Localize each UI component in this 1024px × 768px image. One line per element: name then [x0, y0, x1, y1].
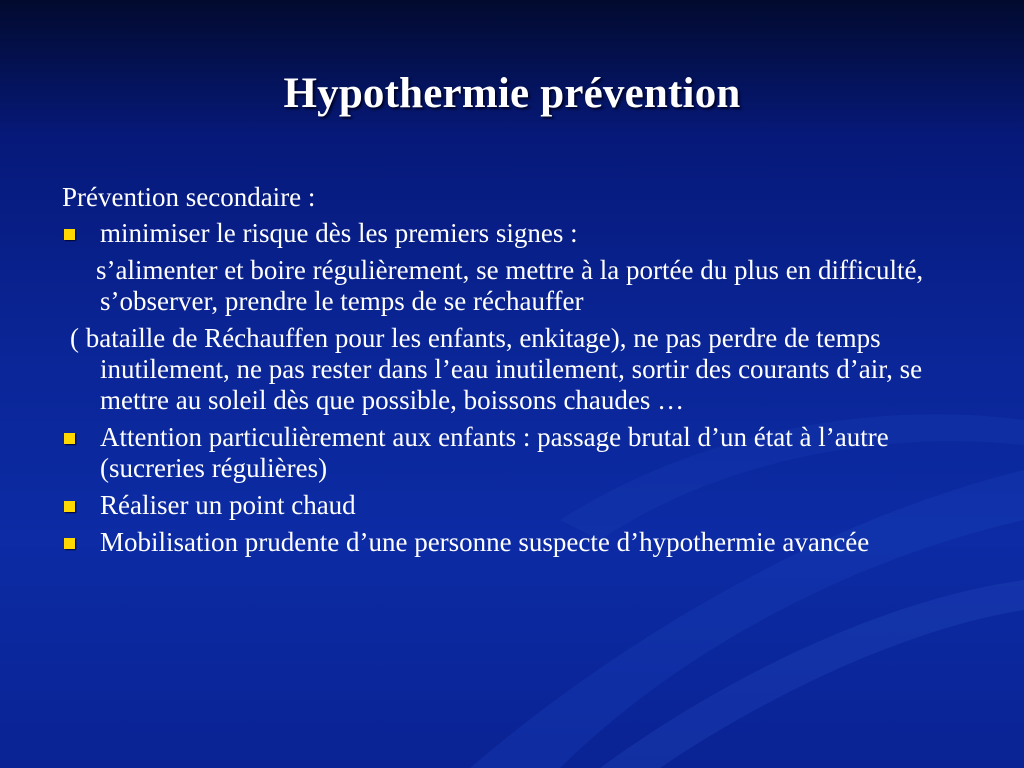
square-bullet-icon — [64, 501, 75, 512]
square-bullet-icon — [64, 433, 75, 444]
sub-paragraph: s’alimenter et boire régulièrement, se mettre à la portée du plus en difficulté, s’observer, prendre le temps de se réchauffer — [96, 255, 924, 316]
bullet-text: Attention particulièrement aux enfants : passage brutal d’un état à l’autre (sucreries régulières) — [100, 422, 889, 483]
slide-title: Hypothermie prévention — [283, 70, 741, 117]
bullet-text: Réaliser un point chaud — [100, 490, 356, 520]
bullet-item — [62, 527, 962, 558]
bullet-item — [62, 422, 962, 484]
bullet-item — [62, 490, 962, 521]
square-bullet-icon — [64, 538, 75, 549]
bullet-item — [62, 218, 962, 249]
bullet-text: minimiser le risque dès les premiers signes : — [100, 218, 578, 248]
intro-text: Prévention secondaire : — [62, 182, 316, 212]
square-bullet-icon — [64, 229, 75, 240]
slide-body — [62, 182, 962, 564]
sub-paragraph: ( bataille de Réchauffen pour les enfants, enkitage), ne pas perdre de temps inutilement, ne pas rester dans l’eau inutilement, sortir des courants d’air, se mettre au soleil dès que possible, boissons chaudes … — [70, 323, 923, 415]
bullet-text: Mobilisation prudente d’une personne suspecte d’hypothermie avancée — [100, 527, 870, 557]
